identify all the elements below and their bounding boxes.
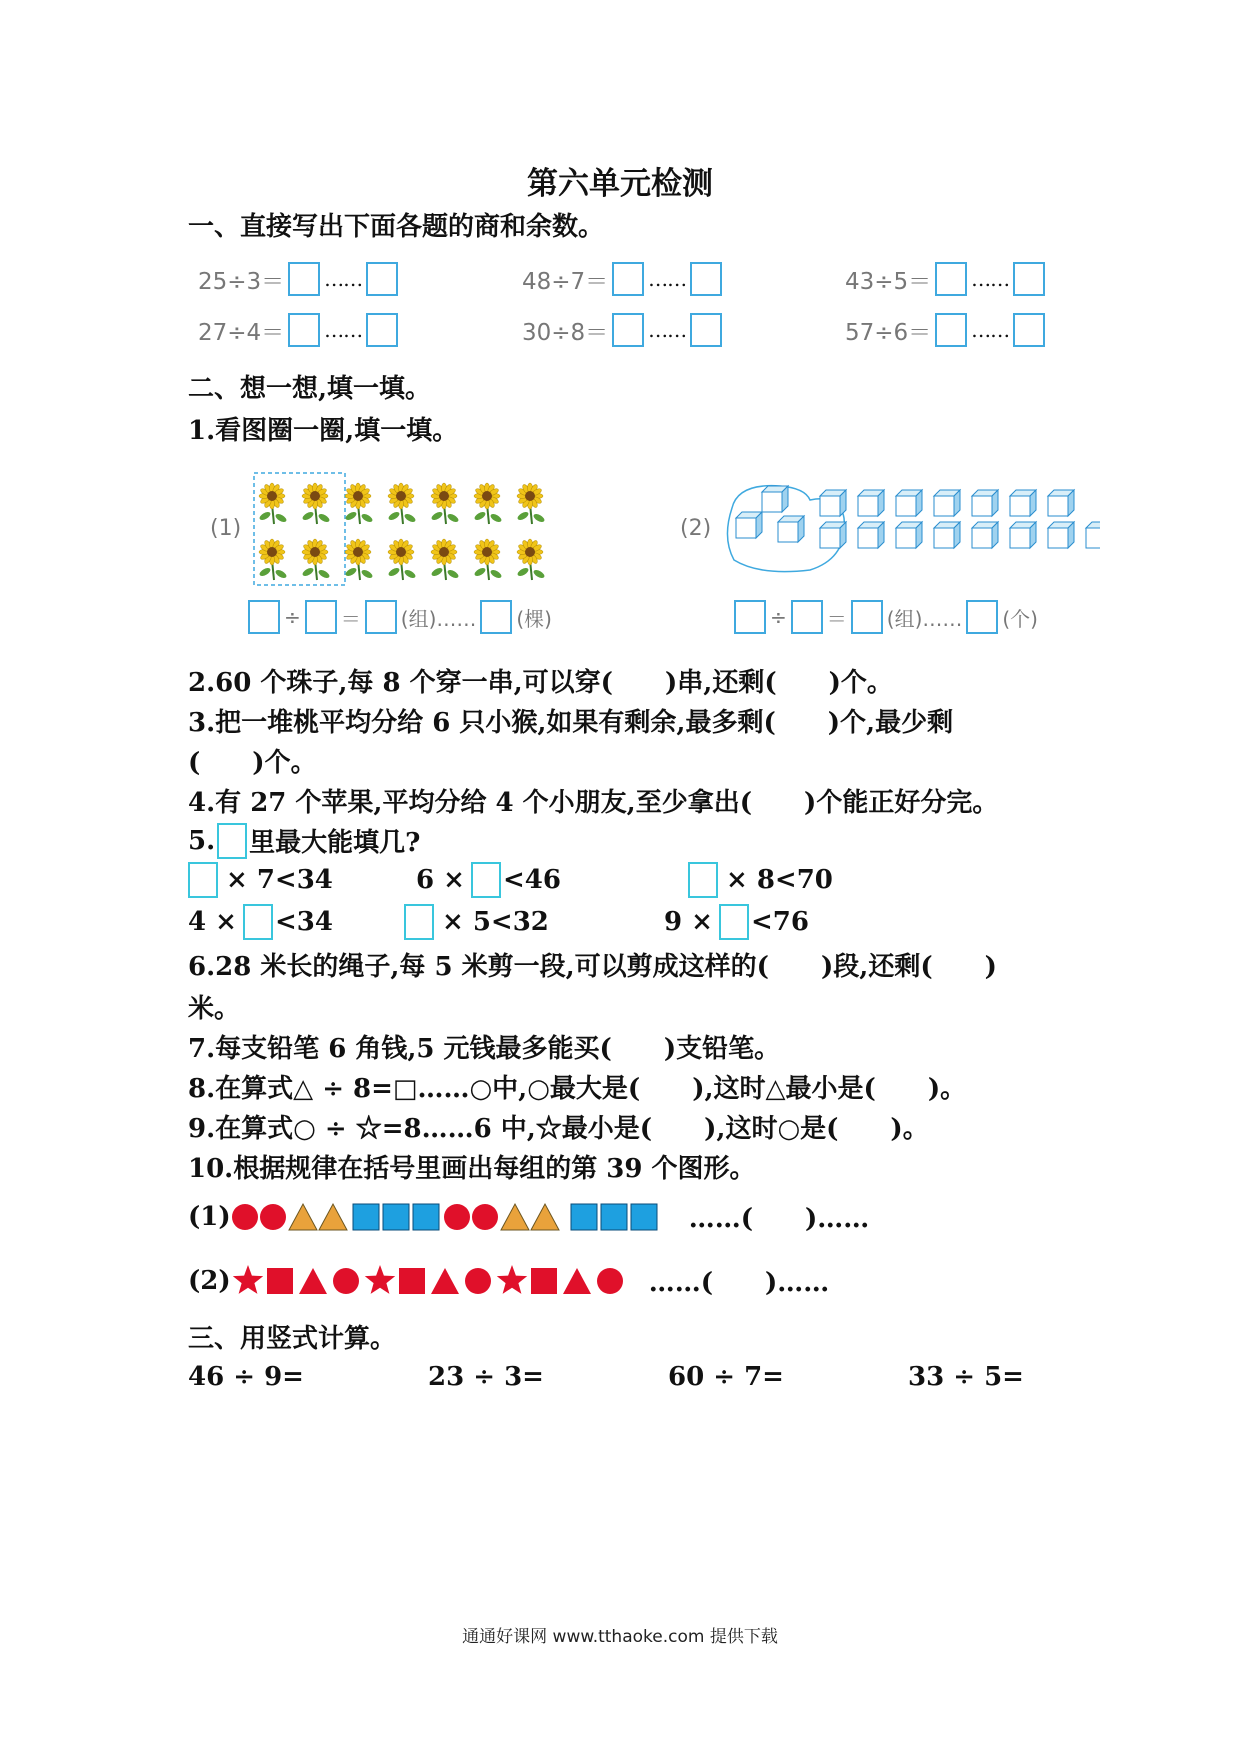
section2-heading: 二、想一想,填一填。: [188, 374, 432, 404]
section3-heading: 三、用竖式计算。: [188, 1324, 397, 1354]
sunflower-icon: [344, 539, 373, 580]
sunflower-icon: [430, 539, 459, 580]
sunflower-icon: [473, 539, 502, 580]
remainder-box[interactable]: [1013, 262, 1045, 296]
remainder-box[interactable]: [690, 262, 722, 296]
sunflower-icon: [387, 539, 416, 580]
picture2-equation: ÷ ＝ (组)…… (个): [734, 600, 1038, 634]
cube-icon: [858, 522, 884, 548]
answer-box[interactable]: [243, 904, 273, 940]
picture1-equation: ÷ ＝ (组)…… (棵): [248, 600, 552, 634]
question-3: 3.把一堆桃平均分给 6 只小猴,如果有剩余,最多剩( )个,最少剩: [188, 708, 954, 738]
cube-picture: [720, 478, 1100, 578]
picture2-label: (2): [680, 516, 712, 541]
star-icon: [497, 1265, 527, 1294]
remainder-box[interactable]: [480, 600, 512, 634]
question-3-continued: ( )个。: [188, 748, 317, 778]
pattern-row-1: (1) ……( )……: [188, 1201, 870, 1234]
vertical-calc-3: 60 ÷ 7=: [668, 1362, 784, 1392]
remainder-box[interactable]: [690, 313, 722, 347]
calc-item-5: 30÷8＝ ……: [522, 313, 722, 347]
pattern-2-shapes: [231, 1264, 649, 1298]
calc-item-4: 27÷4＝ ……: [198, 313, 398, 347]
cube-icon: [1010, 522, 1036, 548]
quotient-box[interactable]: [935, 313, 967, 347]
cube-icon: [972, 522, 998, 548]
cube-icon: [820, 522, 846, 548]
sunflower-icon: [473, 483, 502, 524]
remainder-box[interactable]: [366, 262, 398, 296]
triangle-icon: [501, 1204, 529, 1230]
answer-box[interactable]: [188, 862, 218, 898]
remainder-box[interactable]: [1013, 313, 1045, 347]
cube-icon: [972, 490, 998, 516]
answer-box[interactable]: [404, 904, 434, 940]
picture1-label: (1): [210, 516, 242, 541]
calc-item-1: 25÷3＝ ……: [198, 262, 398, 296]
square-icon: [383, 1204, 409, 1230]
pattern-row-2: (2) ……( )……: [188, 1265, 830, 1298]
pattern-1-shapes: [231, 1200, 689, 1234]
q5-item-5: × 5<32: [404, 904, 549, 940]
square-icon: [631, 1204, 657, 1230]
dividend-box[interactable]: [734, 600, 766, 634]
question-2: 2.60 个珠子,每 8 个穿一串,可以穿( )串,还剩( )个。: [188, 668, 893, 698]
quotient-box[interactable]: [288, 313, 320, 347]
sunflower-icon: [430, 483, 459, 524]
cube-icon: [896, 490, 922, 516]
circle-icon: [333, 1268, 359, 1294]
sunflower-icon: [516, 483, 545, 524]
cube-icon: [762, 486, 788, 512]
cube-icon: [896, 522, 922, 548]
calc-item-6: 57÷6＝ ……: [845, 313, 1045, 347]
calc-item-2: 48÷7＝ ……: [522, 262, 722, 296]
sunflower-icon: [301, 483, 330, 524]
q5-item-2: 6 × <46: [416, 862, 561, 898]
square-icon: [413, 1204, 439, 1230]
square-icon: [267, 1268, 293, 1294]
divisor-box[interactable]: [305, 600, 337, 634]
triangle-icon: [319, 1204, 347, 1230]
square-icon: [531, 1268, 557, 1294]
q5-item-4: 4 × <34: [188, 904, 333, 940]
footer-text: 通通好课网 www.tthaoke.com 提供下载: [462, 1627, 778, 1647]
remainder-box[interactable]: [966, 600, 998, 634]
sunflower-icon: [344, 483, 373, 524]
square-icon: [353, 1204, 379, 1230]
answer-box[interactable]: [719, 904, 749, 940]
circle-icon: [465, 1268, 491, 1294]
square-icon: [601, 1204, 627, 1230]
vertical-calc-4: 33 ÷ 5=: [908, 1362, 1024, 1392]
sunflower-icon: [258, 539, 287, 580]
circle-icon: [260, 1204, 286, 1230]
question-7: 7.每支铅笔 6 角钱,5 元钱最多能买( )支铅笔。: [188, 1034, 781, 1064]
square-icon: [571, 1204, 597, 1230]
star-icon: [233, 1265, 263, 1294]
triangle-icon: [531, 1204, 559, 1230]
answer-box[interactable]: [688, 862, 718, 898]
triangle-icon: [289, 1204, 317, 1230]
sunflower-icon: [516, 539, 545, 580]
quotient-box[interactable]: [935, 262, 967, 296]
cube-icon: [1010, 490, 1036, 516]
question-6: 6.28 米长的绳子,每 5 米剪一段,可以剪成这样的( )段,还剩( ): [188, 952, 997, 982]
sunflower-icon: [258, 483, 287, 524]
cube-icon: [1048, 522, 1074, 548]
question-5: 5. 里最大能填几?: [188, 822, 420, 859]
vertical-calc-2: 23 ÷ 3=: [428, 1362, 544, 1392]
question-9: 9.在算式○ ÷ ☆=8……6 中,☆最小是( ),这时○是( )。: [188, 1114, 929, 1144]
section1-heading: 一、直接写出下面各题的商和余数。: [188, 212, 605, 242]
question-1: 1.看图圈一圈,填一填。: [188, 416, 459, 446]
cube-icon: [934, 522, 960, 548]
cube-icon: [1048, 490, 1074, 516]
remainder-box[interactable]: [366, 313, 398, 347]
triangle-icon: [431, 1268, 459, 1294]
q5-item-1: × 7<34: [188, 862, 333, 898]
cube-icon: [778, 516, 804, 542]
triangle-icon: [299, 1268, 327, 1294]
calc-item-3: 43÷5＝ ……: [845, 262, 1045, 296]
quotient-box[interactable]: [851, 600, 883, 634]
sunflower-picture: [250, 470, 570, 590]
cube-icon: [858, 490, 884, 516]
quotient-box[interactable]: [612, 262, 644, 296]
circle-icon: [597, 1268, 623, 1294]
quotient-box[interactable]: [365, 600, 397, 634]
circle-icon: [472, 1204, 498, 1230]
cube-icon: [820, 490, 846, 516]
question-8: 8.在算式△ ÷ 8=□……○中,○最大是( ),这时△最小是( )。: [188, 1074, 967, 1104]
triangle-icon: [563, 1268, 591, 1294]
circle-icon: [444, 1204, 470, 1230]
cube-icon: [1086, 522, 1100, 548]
square-icon: [399, 1268, 425, 1294]
circle-icon: [232, 1204, 258, 1230]
q5-item-3: × 8<70: [688, 862, 833, 898]
divisor-box[interactable]: [791, 600, 823, 634]
dividend-box[interactable]: [248, 600, 280, 634]
q5-item-6: 9 × <76: [664, 904, 809, 940]
question-4: 4.有 27 个苹果,平均分给 4 个小朋友,至少拿出( )个能正好分完。: [188, 788, 999, 818]
cube-icon: [934, 490, 960, 516]
sunflower-icon: [301, 539, 330, 580]
quotient-box[interactable]: [288, 262, 320, 296]
answer-box[interactable]: [471, 862, 501, 898]
question-10: 10.根据规律在括号里画出每组的第 39 个图形。: [188, 1154, 756, 1184]
cube-icon: [736, 512, 762, 538]
blank-box-icon: [217, 823, 247, 859]
page-title: 第六单元检测: [527, 166, 713, 202]
quotient-box[interactable]: [612, 313, 644, 347]
question-6-continued: 米。: [188, 994, 241, 1024]
star-icon: [365, 1265, 395, 1294]
vertical-calc-1: 46 ÷ 9=: [188, 1362, 304, 1392]
sunflower-icon: [387, 483, 416, 524]
